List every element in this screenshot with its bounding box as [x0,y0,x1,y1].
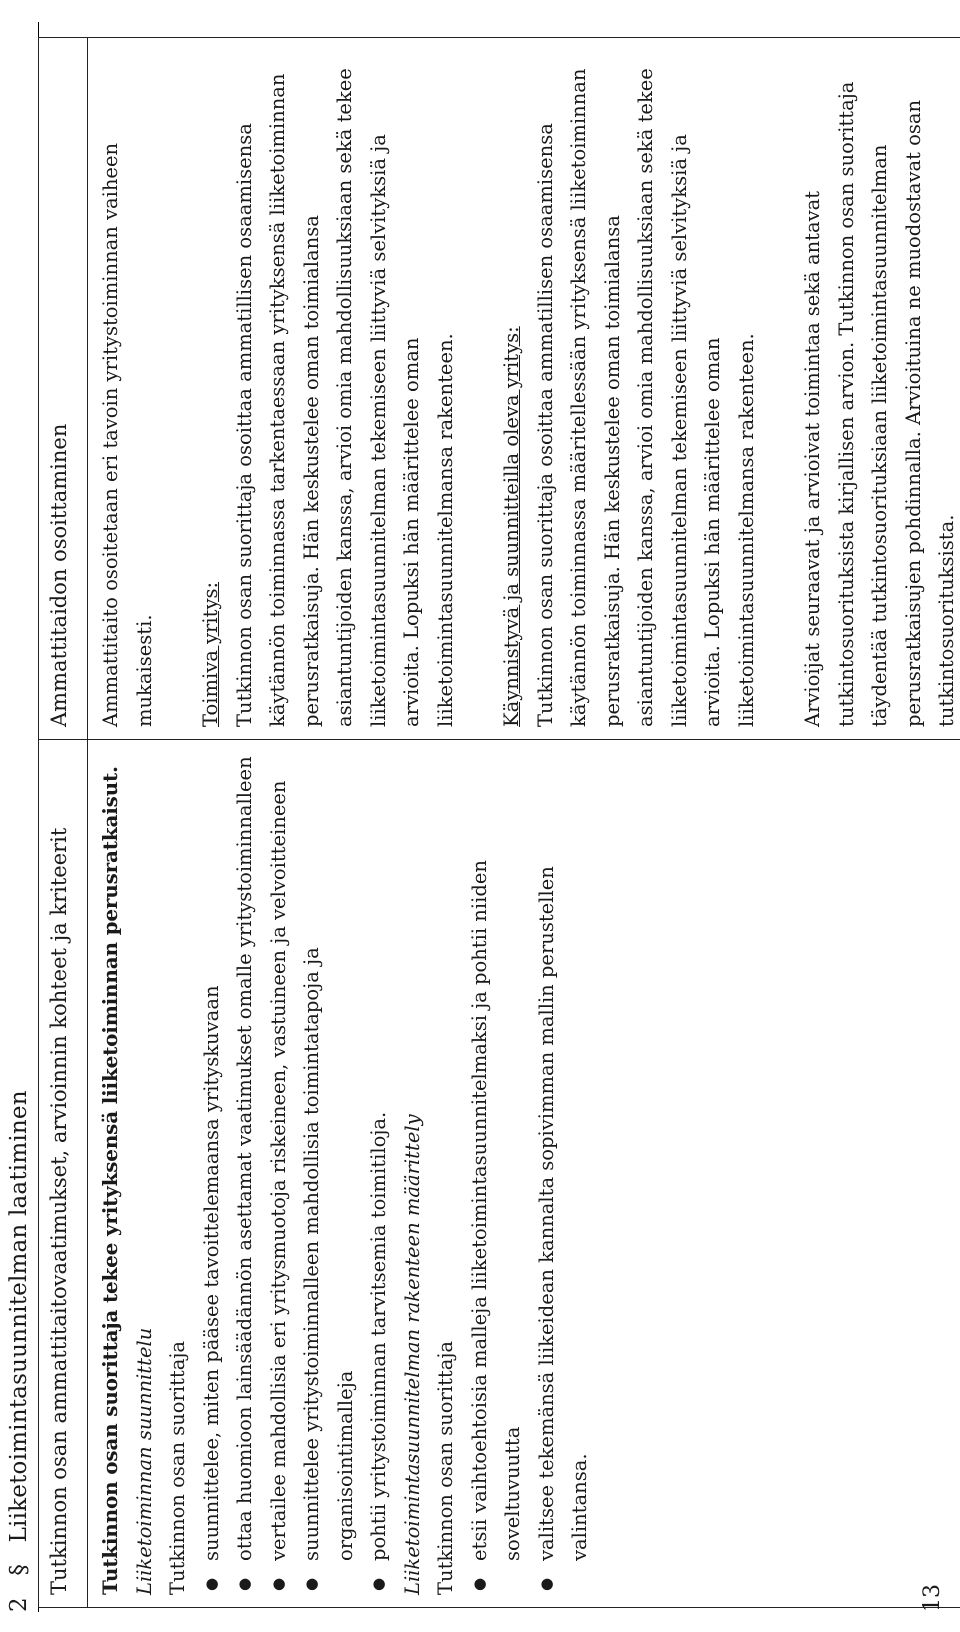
requirements-table [38,37,960,1608]
structure-list [463,754,597,1595]
table-row [88,38,960,1608]
list-item: ● suunnittelee yritystoiminnalleen mahdollisia toimintatapoja ja organisointimalleja [295,754,362,1561]
list-item: ● valitsee tekemänsä liikeidean kannalta sopivimman mallin perustellen valintansa. [530,754,597,1561]
list-item: ● suunnittelee, miten pääsee tavoittelemaansa yrityskuvaan [195,754,229,1561]
assessment-text: Arvioijat seuraavat ja arvioivat toimintaa sekä antavat tutkintosuorituksista kirjallisen arvion. Tutkinnon osan suorittaja täydentää tutkintosuorituksiaan liiketoimintasuunnitelman perusratkaisujen pohdinnalla. Arvioituina ne muodostavat osan tutkintosuorituksista. [801,81,958,727]
section-intro: Tutkinnon osan suorittaja [166,1340,189,1595]
case-title-operating: Toimiva yritys: [199,581,222,727]
demonstration-cell [88,38,960,740]
table-header-row [39,38,88,1608]
section-sign: § [6,1563,32,1576]
demonstration-intro: Ammattitaito osoitetaan eri tavoin yritystoiminnan vaiheen mukaisesti. [99,142,156,727]
list-item: ● vertailee mahdollisia eri yritysmuotoja riskeineen, vastuineen ja velvoitteineen [262,754,296,1561]
criteria-cell [88,740,960,1608]
chapter-number: 2 [6,1597,32,1612]
section-intro: Tutkinnon osan suorittaja [434,1340,457,1595]
list-item: ● ottaa huomioon lainsäädännön asettamat vaatimukset omalle yritystoiminnalleen [228,754,262,1561]
lead-statement: Tutkinnon osan suorittaja tekee yrityksensä liiketoiminnan perusratkaisut. [98,766,122,1595]
list-item: ● pohtii yritystoiminnan tarvitsemia toimitiloja. [362,754,396,1561]
case-title-starting: Käynnistyvä ja suunnitteilla oleva yritys: [500,326,523,727]
case-text-starting: Tutkinnon osan suorittaja osoittaa ammatillisen osaamisensa käytännön toiminnassa määritellessään yrityksensä liiketoiminnan perusratkaisuja. Hän keskustelee oman toimialansa asiantuntijoiden kanssa, arvioi omia mahdollisuuksiaan sekä tekee liiketoimintasuunnitelman tekemiseen liittyviä selvityksiä ja arvioita. Lopuksi hän määrittelee oman liiketoimintasuunnitelmansa rakenteen. [533,68,758,727]
section-title-planning: Liiketoiminnan suunnittelu [132,1327,156,1595]
page-number: 13 [920,1584,945,1612]
case-text-operating: Tutkinnon osan suorittaja osoittaa ammatillisen osaamisensa käytännön toiminnassa tarkentaessaan yrityksensä liiketoiminnan perusratkaisuja. Hän keskustelee oman toimialansa asiantuntijoiden kanssa, arvioi omia mahdollisuuksiaan sekä tekee liiketoimintasuunnitelman tekemiseen liittyviä selvityksiä ja arvioita. Lopuksi hän määrittelee oman liiketoimintasuunnitelmansa rakenteen. [232,68,457,727]
header-criteria: Tutkinnon osan ammattitaitovaatimukset, arvioinnin kohteet ja kriteerit [39,740,88,1608]
list-item: ● etsii vaihtoehtoisia malleja liiketoimintasuunnitelmaksi ja pohtii niiden soveltuvuutta [463,754,530,1561]
running-head [6,22,39,1612]
planning-list [195,754,396,1595]
header-demonstration: Ammattitaidon osoittaminen [39,38,88,740]
running-head-title: Liiketoimintasuunnitelman laatiminen [6,1090,32,1543]
section-title-structure: Liiketoimintasuunnitelman rakenteen määrittely [400,1114,424,1595]
